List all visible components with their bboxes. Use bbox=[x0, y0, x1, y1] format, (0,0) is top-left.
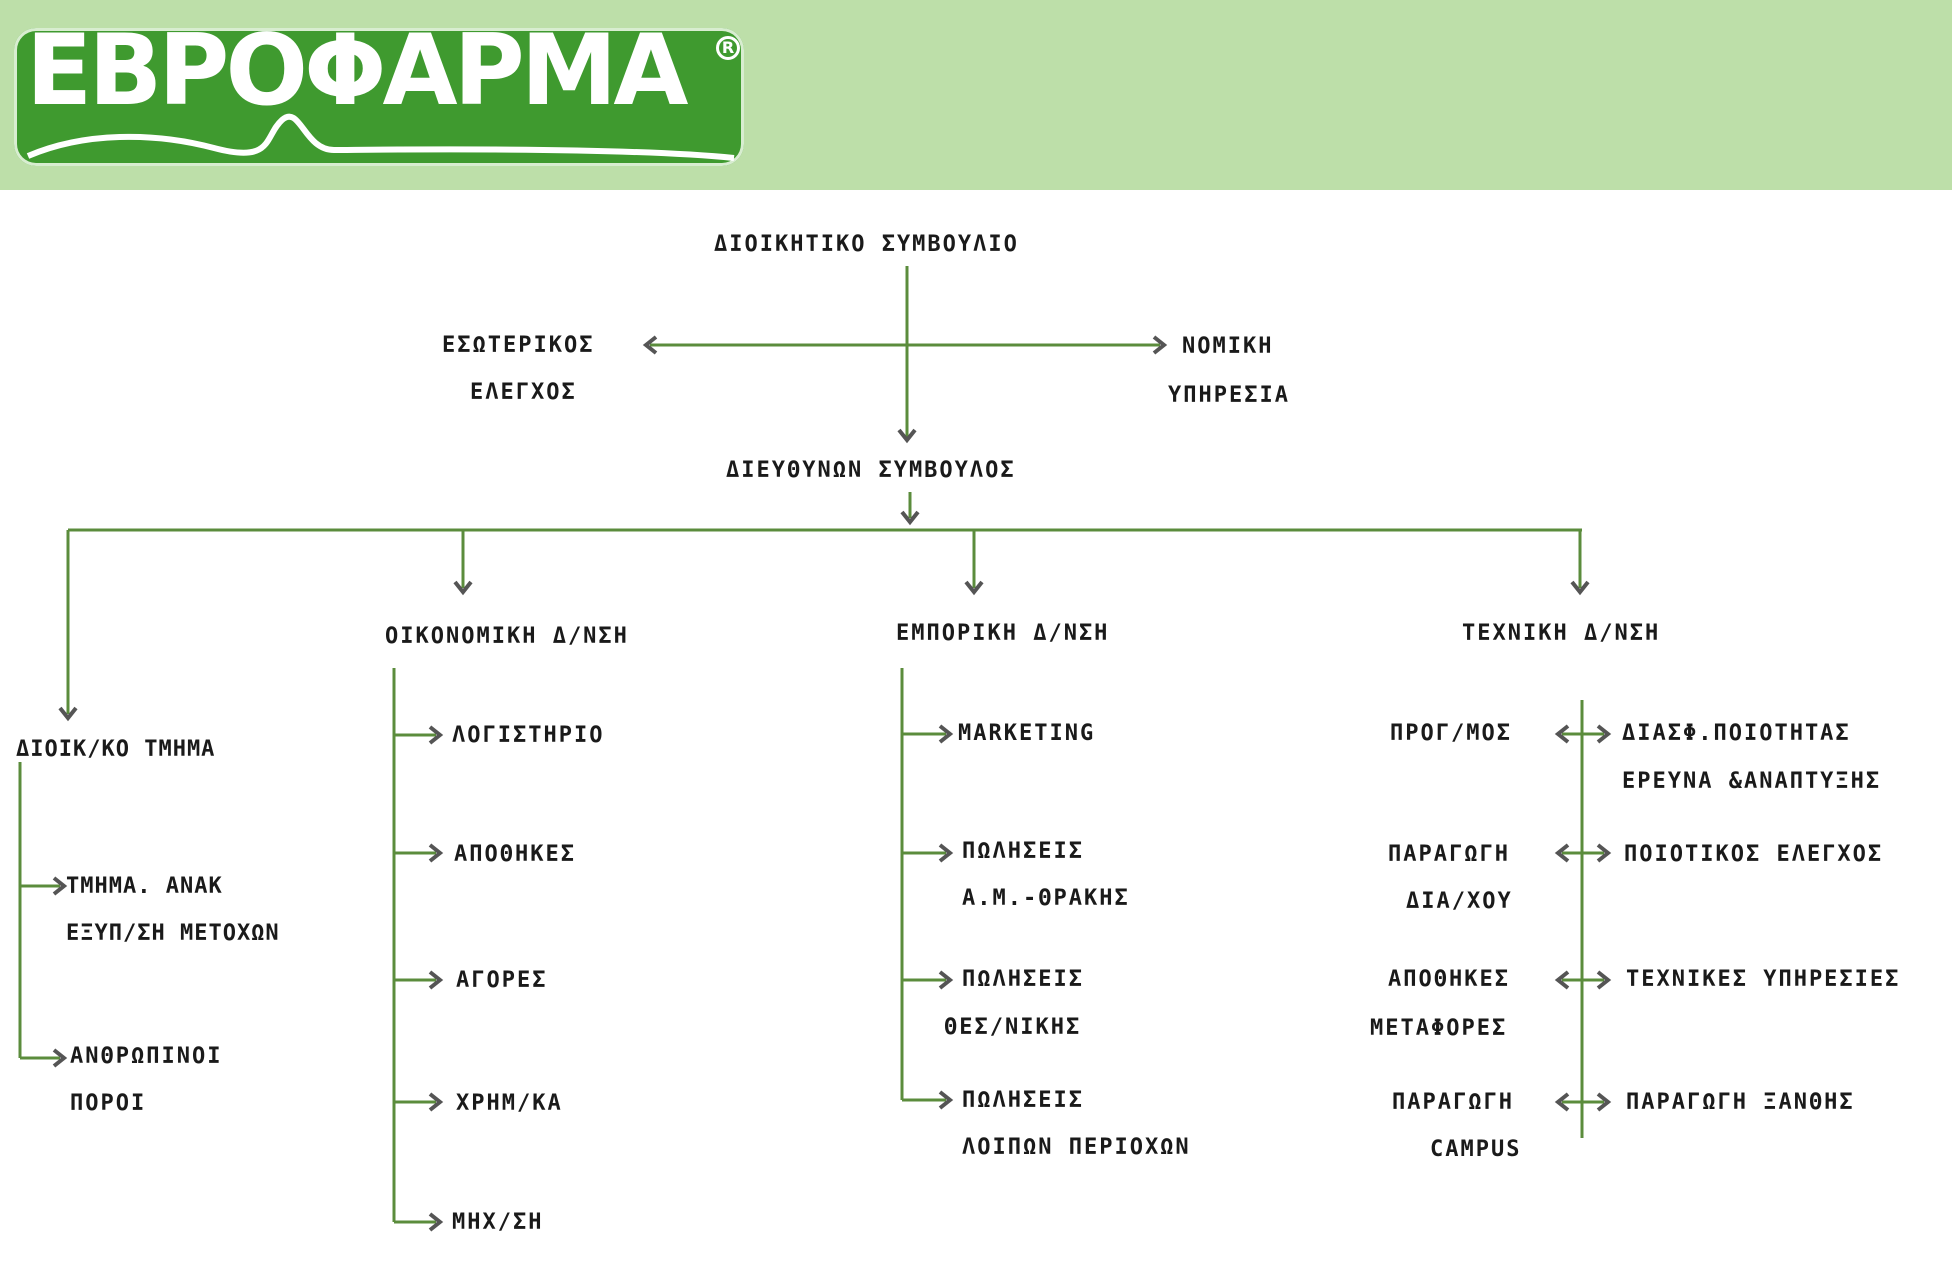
logo-wordmark: ΕΒΡΟΦΑΡΜΑ bbox=[26, 14, 685, 128]
node-financial-dept: ΟΙΚΟΝΟΜΙΚΗ Δ/ΝΣΗ bbox=[385, 624, 629, 649]
node-internal-audit-line2: ΕΛΕΓΧΟΣ bbox=[470, 380, 577, 405]
node-sales-other-line1: ΠΩΛΗΣΕΙΣ bbox=[962, 1088, 1084, 1113]
node-sales-thrace-line1: ΠΩΛΗΣΕΙΣ bbox=[962, 839, 1084, 864]
node-admin-dept: ΔΙΟΙΚ/ΚΟ ΤΜΗΜΑ bbox=[16, 737, 216, 762]
node-ceo: ΔΙΕΥΘΥΝΩΝ ΣΥΜΒΟΥΛΟΣ bbox=[726, 458, 1016, 483]
node-quality-assurance-line1: ΔΙΑΣΦ.ΠΟΙΟΤΗΤΑΣ bbox=[1622, 721, 1851, 746]
registered-trademark-icon: R bbox=[716, 36, 740, 60]
node-production-distr-line2: ΔΙΑ/ΧΟΥ bbox=[1406, 889, 1513, 914]
node-technical-services: ΤΕΧΝΙΚΕΣ ΥΠΗΡΕΣΙΕΣ bbox=[1626, 967, 1901, 992]
node-hr-line1: ΑΝΘΡΩΠΙΝΟΙ bbox=[70, 1044, 223, 1069]
node-production-distr-line1: ΠΑΡΑΓΩΓΗ bbox=[1388, 842, 1510, 867]
node-commercial-dept: ΕΜΠΟΡΙΚΗ Δ/ΝΣΗ bbox=[896, 621, 1110, 646]
node-quality-assurance-line2: ΕΡΕΥΝΑ &ΑΝΑΠΤΥΞΗΣ bbox=[1622, 769, 1882, 794]
node-sales-thrace-line2: Α.Μ.-ΘΡΑΚΗΣ bbox=[962, 886, 1130, 911]
node-internal-audit-line1: ΕΣΩΤΕΡΙΚΟΣ bbox=[442, 333, 595, 358]
node-legal-line1: ΝΟΜΙΚΗ bbox=[1182, 334, 1274, 359]
node-warehouses-tech-line1: ΑΠΟΘΗΚΕΣ bbox=[1388, 967, 1510, 992]
node-technical-dept: ΤΕΧΝΙΚΗ Δ/ΝΣΗ bbox=[1462, 621, 1661, 646]
node-marketing: MARKETING bbox=[958, 721, 1096, 746]
node-production-xanthi: ΠΑΡΑΓΩΓΗ ΞΑΝΘΗΣ bbox=[1626, 1090, 1855, 1115]
node-shareholders-line2: ΕΞΥΠ/ΣΗ ΜΕΤΟΧΩΝ bbox=[66, 921, 280, 946]
node-production-campus-line2: CAMPUS bbox=[1430, 1137, 1522, 1162]
node-warehouses-tech-line2: ΜΕΤΑΦΟΡΕΣ bbox=[1370, 1016, 1508, 1041]
node-warehouses-fin: ΑΠΟΘΗΚΕΣ bbox=[454, 842, 576, 867]
node-sales-thess-line1: ΠΩΛΗΣΕΙΣ bbox=[962, 967, 1084, 992]
node-planning: ΠΡΟΓ/ΜΟΣ bbox=[1390, 721, 1512, 746]
node-board: ΔΙΟΙΚΗΤΙΚΟ ΣΥΜΒΟΥΛΙΟ bbox=[714, 232, 1019, 257]
node-shareholders-line1: ΤΜΗΜΑ. ΑΝΑΚ bbox=[66, 874, 223, 899]
node-legal-line2: ΥΠΗΡΕΣΙΑ bbox=[1168, 383, 1290, 408]
node-it: ΜΗΧ/ΣΗ bbox=[452, 1210, 544, 1235]
node-purchasing: ΑΓΟΡΕΣ bbox=[456, 968, 548, 993]
node-sales-other-line2: ΛΟΙΠΩΝ ΠΕΡΙΟΧΩΝ bbox=[962, 1135, 1191, 1160]
node-accounting: ΛΟΓΙΣΤΗΡΙΟ bbox=[452, 723, 605, 748]
node-sales-thess-line2: ΘΕΣ/ΝΙΚΗΣ bbox=[944, 1015, 1082, 1040]
node-hr-line2: ΠΟΡΟΙ bbox=[70, 1091, 147, 1116]
node-treasury: ΧΡΗΜ/ΚΑ bbox=[456, 1091, 563, 1116]
node-quality-control: ΠΟΙΟΤΙΚΟΣ ΕΛΕΓΧΟΣ bbox=[1624, 842, 1884, 867]
node-production-campus-line1: ΠΑΡΑΓΩΓΗ bbox=[1392, 1090, 1514, 1115]
